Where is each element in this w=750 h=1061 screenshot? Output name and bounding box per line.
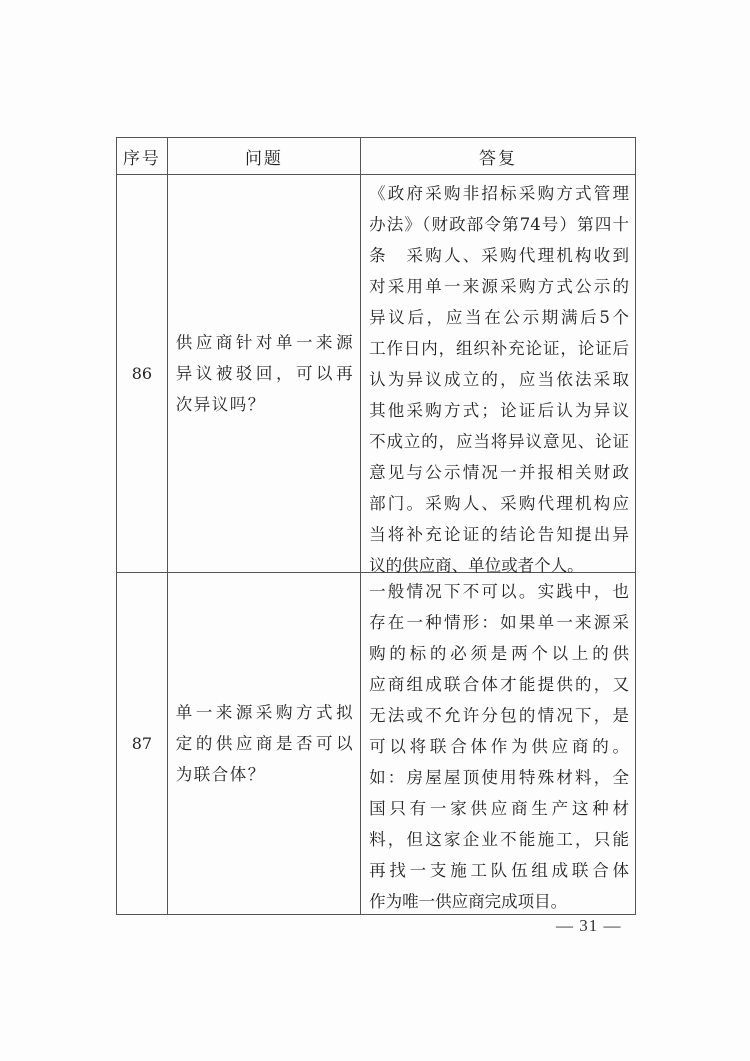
answer-line: 料，但这家企业不能施工，只能	[369, 830, 629, 849]
row-number: 86	[131, 364, 153, 383]
answer-line: 作为唯一供应商完成项目。	[369, 892, 568, 911]
answer-line: 购的标的必须是两个以上的供	[369, 644, 629, 663]
answer-line: 异议后，应当在公示期满后5个	[369, 308, 629, 327]
answer-line: 当将补充论证的结论告知提出异	[369, 525, 629, 544]
question-text: 供应商针对单一来源异议被驳回，可以再次异议吗？	[175, 333, 355, 414]
answer-line: 国只有一家供应商生产这种材	[369, 799, 629, 818]
header-question: 问题	[167, 138, 360, 174]
row-answer	[360, 175, 635, 575]
page-number: — 31 —	[556, 916, 622, 935]
answer-line: 其他采购方式；论证后认为异议	[369, 401, 629, 420]
header-answer: 答复	[360, 138, 635, 174]
answer-line: 可以将联合体作为供应商的。	[369, 737, 629, 756]
answer-line: 《政府采购非招标采购方式管理	[369, 184, 629, 203]
answer-line: 再找一支施工队伍组成联合体	[369, 861, 629, 880]
answer-line: 应商组成联合体才能提供的，又	[369, 675, 629, 694]
answer-line: 存在一种情形：如果单一来源采	[369, 613, 629, 632]
row-number: 87	[131, 734, 153, 753]
answer-line: 一般情况下不可以。实践中，也	[369, 582, 629, 601]
row-question	[167, 573, 360, 914]
answer-line: 对采用单一来源采购方式公示的	[369, 277, 629, 296]
header-serial: 序号	[122, 148, 161, 169]
answer-line: 议的供应商、单位或者个人。	[369, 556, 584, 575]
question-text: 单一来源采购方式拟定的供应商是否可以为联合体？	[175, 703, 355, 784]
row-question	[167, 175, 360, 572]
answer-line: 条 采购人、采购代理机构收到	[369, 246, 629, 265]
row-answer	[360, 573, 635, 914]
answer-line: 认为异议成立的，应当依法采取	[369, 370, 629, 389]
answer-line: 办法》（财政部令第74号）第四十	[369, 215, 629, 234]
table-row	[117, 174, 635, 575]
answer-line: 工作日内，组织补充论证，论证后	[369, 339, 629, 358]
table-row	[117, 572, 635, 914]
answer-line: 如：房屋屋顶使用特殊材料，全	[369, 768, 629, 787]
qa-table	[116, 137, 636, 915]
answer-line: 不成立的，应当将异议意见、论证	[369, 432, 629, 451]
answer-line: 意见与公示情况一并报相关财政	[369, 463, 629, 482]
table-header-row	[117, 138, 635, 174]
answer-line: 无法或不允许分包的情况下，是	[369, 706, 629, 725]
answer-line: 部门。采购人、采购代理机构应	[369, 494, 629, 513]
